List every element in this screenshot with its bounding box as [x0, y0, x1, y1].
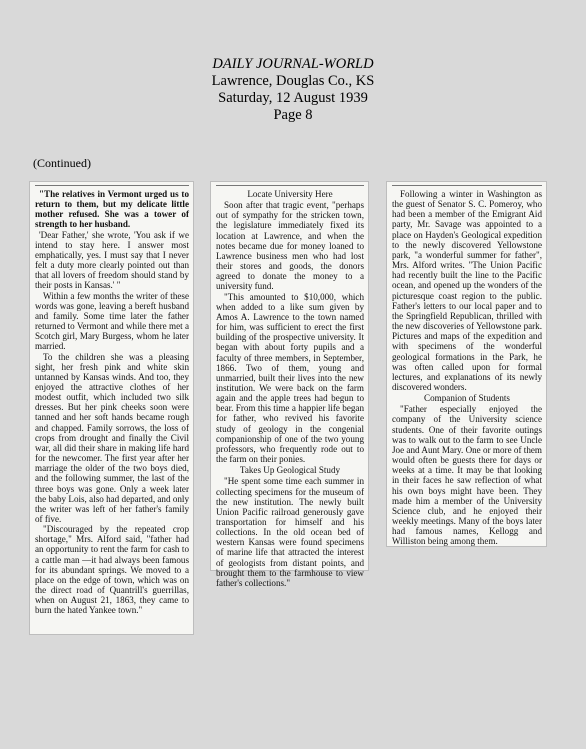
column-2-paragraph: Soon after that tragic event, "perhaps out of sympathy for the stricken town, the legislature immediately fixed its location at Lawrence, and when the notes became due for money loaned to Lawrence business men who had lost their stores and goods, the donors agreed to donate the money to a university fund. — [216, 200, 364, 292]
column-2-paragraph: "He spent some time each summer in collecting specimens for the museum of the new institution. The newly built Union Pacific railroad generously gave transportation for himself and his collections. In the old ocean bed of western Kansas were found specimens of marine life that attracted the interest of geologists from distant points, and brought them to the farmhouse to view father's collections." — [216, 476, 364, 588]
page-header — [0, 56, 586, 124]
column-2-paragraph: "This amounted to $10,000, which when added to a like sum given by Amos A. Lawrence to the town named for him, was sufficient to erect the first building of the prospective university. It began with about forty pupils and a faculty of three members, in September, 1866. Two of them, young and unmarried, built their lives into the new institution. We were back on the farm again and the apple trees had begun to bear. From this time a happier life began for father, who revived his favorite study of geology in the congenial companionship of one of the two young professors, who frequently rode out to the farm on their ponies. — [216, 291, 364, 465]
newspaper-location: Lawrence, Douglas Co., KS — [211, 73, 375, 89]
article-column-1 — [29, 181, 194, 635]
subheading-companion-of-students: Companion of Students — [424, 393, 510, 404]
subheading-geological-study: Takes Up Geological Study — [239, 465, 341, 476]
newspaper-name: DAILY JOURNAL-WORLD — [212, 56, 374, 72]
page-number: Page 8 — [273, 107, 313, 123]
column-1-bold-lead: "The relatives in Vermont urged us to return to them, but my delicate little mother refused. She was a tower of strength to her husband. — [35, 189, 189, 230]
column-1-paragraph: To the children she was a pleasing sight, her fresh pink and white skin untanned by Kansas winds. And too, they enjoyed the attractive clothes of her modest outfit, which included two silk dresses. But her pink cheeks soon were tanned and her soft hands became rough and chapped. Family sorrows, the loss of crops from drought and finally the Civil war, all did their share in making life hard for the newcomer. The first year after her marriage the older of the two boys died, and the following summer, the last of the three boys was gone. Only a week later the baby Lois, also had departed, and only the writer was left of her father's family of five. — [35, 351, 189, 524]
column-top-rule — [392, 185, 542, 186]
article-column-2 — [210, 181, 369, 588]
column-top-rule — [35, 185, 189, 186]
publication-date: Saturday, 12 August 1939 — [218, 90, 368, 106]
column-3-paragraph: "Father especially enjoyed the company of the University science students. One of their favorite outings was to walk out to the farm to see Uncle Joe and Aunt Mary. One or more of them would often be guests there for days or weeks at a time. It may be that looking in their faces he saw reflection of what his own boys might have been. They made him a member of the University Science club, and he enjoyed their weekly meetings. Many of the boys later had famous names, Kellogg and Williston being among them. — [392, 404, 542, 547]
column-1-paragraph: "Discouraged by the repeated crop shortage," Mrs. Alford said, "father had an opportunity to rent the farm for cash to a cattle man —it had always been famous for its abundant springs. We moved to a place on the edge of town, which was on the direct road of Quantrill's guerrillas, when on August 21, 1863, they came to burn the hated Yankee town." — [35, 524, 189, 616]
column-1-paragraph: Within a few months the writer of these words was gone, leaving a bereft husband and family. Some time later the father returned to Vermont and while there met a Scotch girl, Mary Burgess, whom he later married. — [35, 290, 189, 352]
continued-label: (Continued) — [33, 156, 91, 170]
column-top-rule — [216, 185, 364, 186]
subheading-locate-university: Locate University Here — [247, 189, 333, 199]
column-1-paragraph: 'Dear Father,' she wrote, 'You ask if we intend to stay here. I answer most emphatically, yes. I must say that I never felt a duty more clearly pointed out than that all lovers of freedom should stand by their posts in Kansas.' " — [35, 229, 189, 291]
column-3-paragraph: Following a winter in Washington as the guest of Senator S. C. Pomeroy, who had been a member of the Emigrant Aid party, Mr. Savage was appointed to a place on Hayden's Geological expedition to the newly discovered Yellowstone park, "a wonderful summer for father", Mrs. Alford writes. "The Union Pacific had recently built the line to the Pacific ocean, and opened up the wonders of the picturesque coast region to the public. Father's letters to our local paper and to the Springfield Republican, thrilled with the new discoveries of Yellowstone park. Pictures and maps of the expedition and with specimens of the wonderful geological formations in the Park, he was often called upon for formal lectures, and explanations of its newly discovered wonders. — [392, 189, 542, 392]
article-column-3 — [386, 181, 547, 547]
